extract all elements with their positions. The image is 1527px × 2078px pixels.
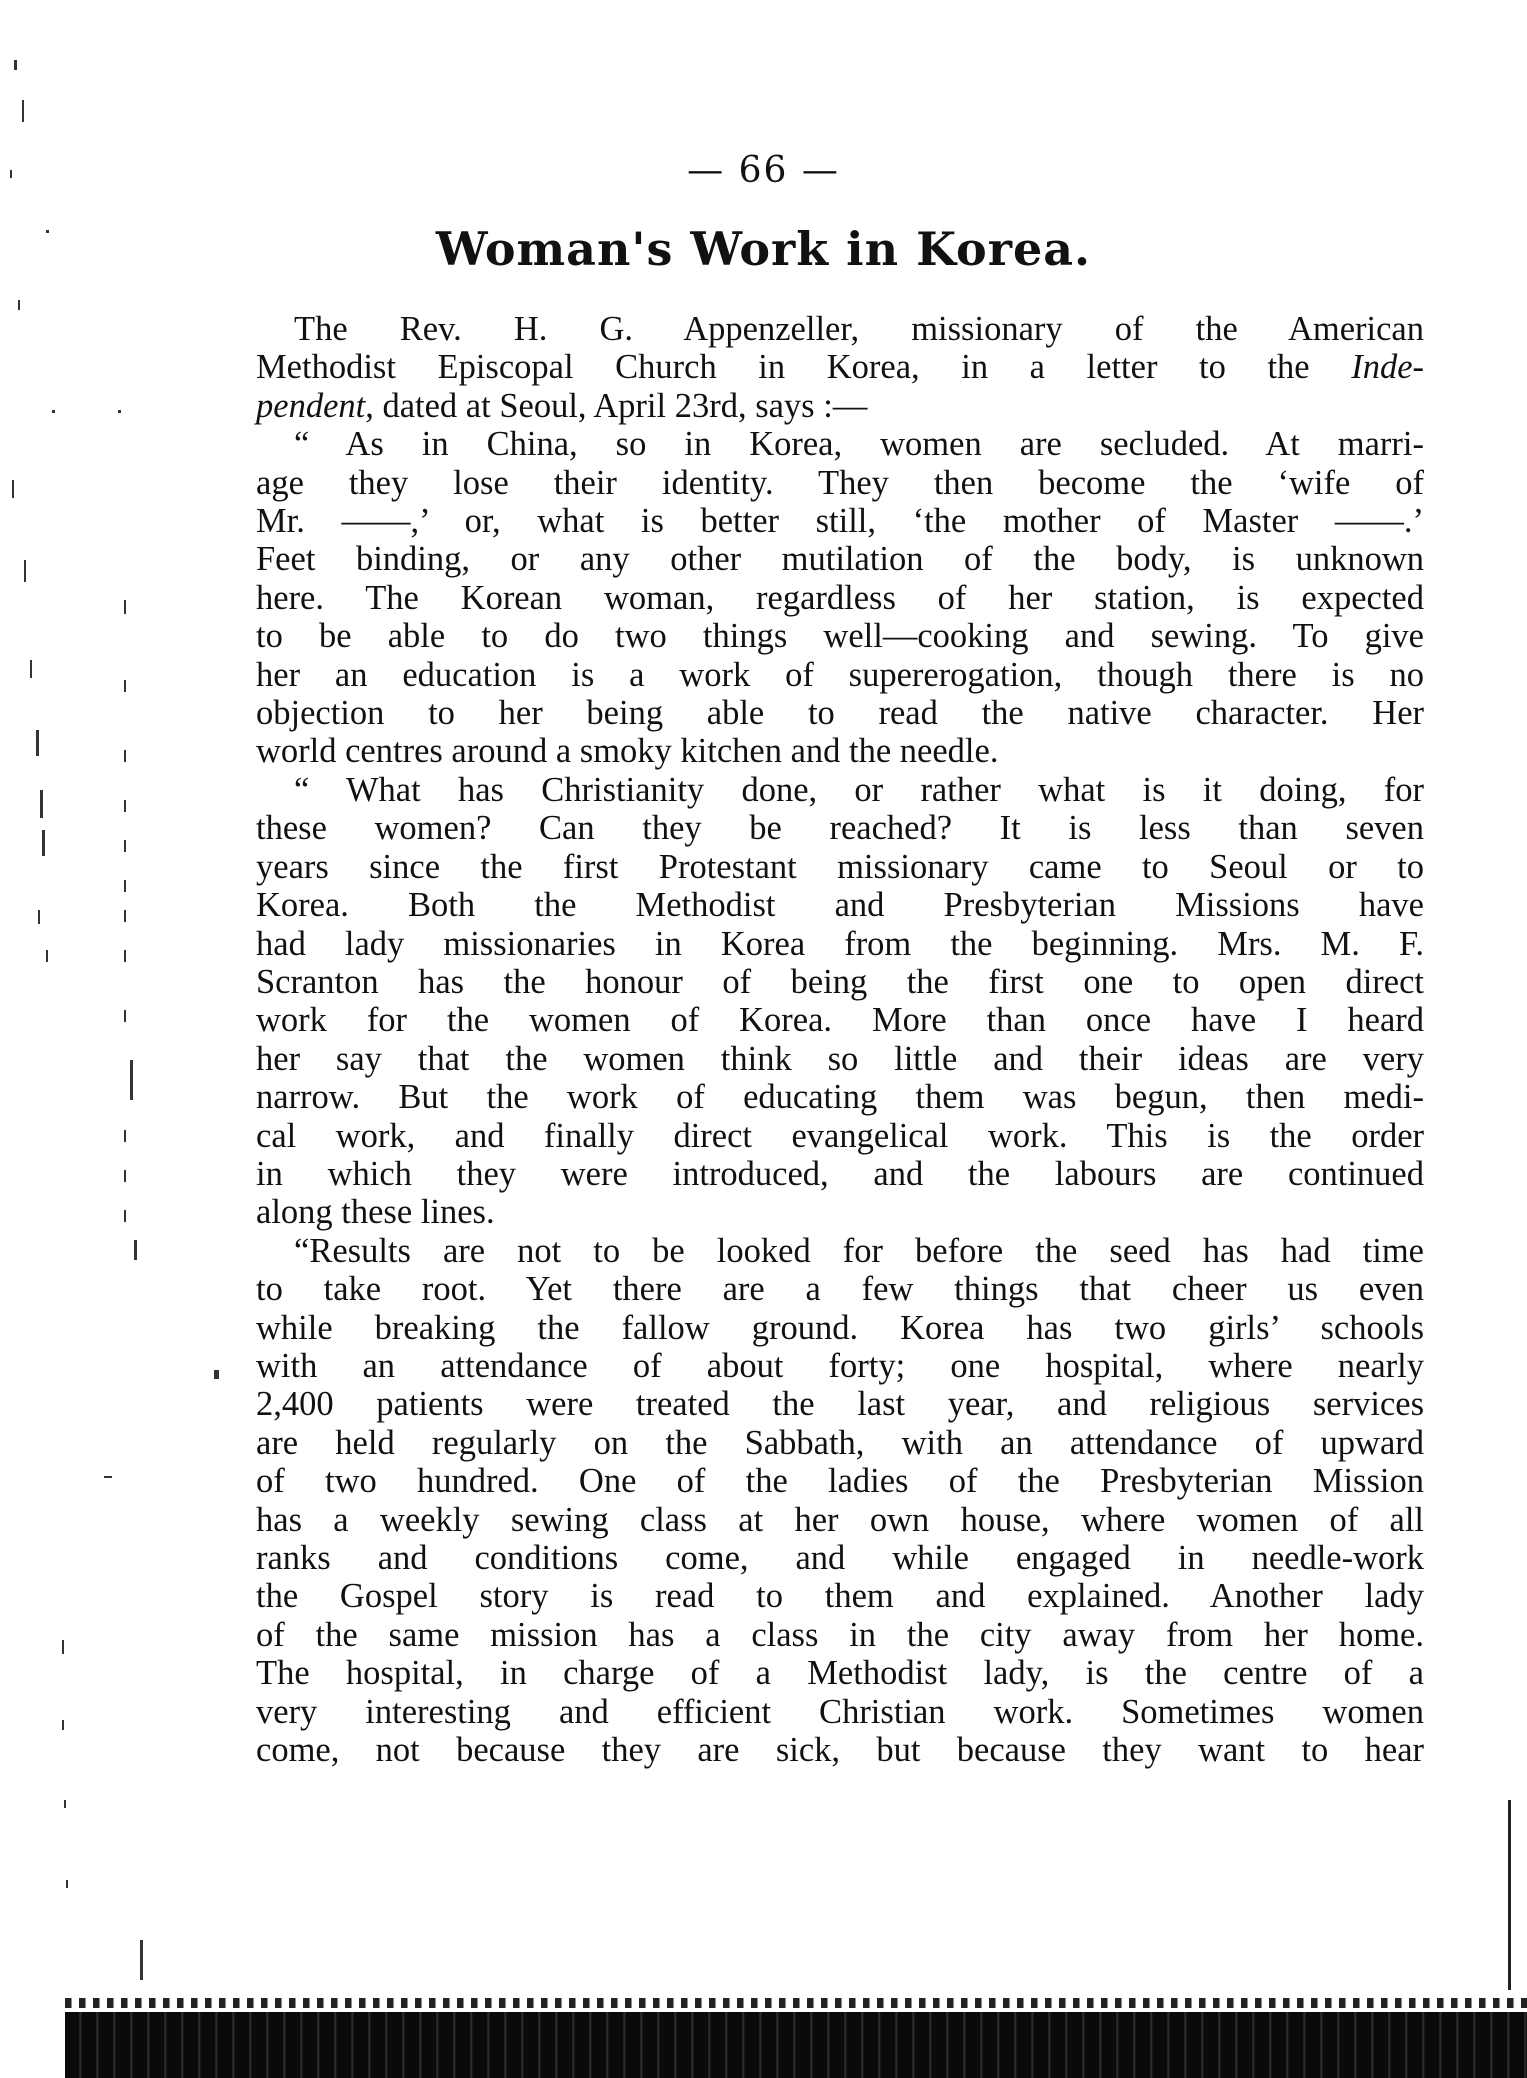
text-line: these women? Can they be reached? It is less than seven [256, 809, 1424, 848]
text-line: Scranton has the honour of being the first one to open direct [256, 962, 1424, 1001]
text-line: world centres around a smoky kitchen and the needle. [256, 732, 999, 771]
text-line: “ As in China, so in Korea, women are secluded. At marri- [294, 425, 1424, 464]
scan-edge-rule [1508, 1800, 1511, 1990]
page-number: — 66 — [687, 150, 840, 191]
scan-bottom-edge [65, 1998, 1527, 2008]
text-line: had lady missionaries in Korea from the beginning. Mrs. M. F. [256, 924, 1424, 963]
text-line: the Gospel story is read to them and explained. Another lady [256, 1577, 1424, 1616]
text-line: The hospital, in charge of a Methodist lady, is the centre of a [256, 1654, 1424, 1693]
text-line: The Rev. H. G. Appenzeller, missionary of the American [294, 310, 1424, 348]
text-line: cal work, and finally direct evangelical work. This is the order [256, 1116, 1424, 1155]
text-line: very interesting and efficient Christian work. Sometimes women [256, 1692, 1424, 1731]
text-line: along these lines. [256, 1193, 495, 1232]
text-line: Korea. Both the Methodist and Presbyterian Missions have [256, 886, 1424, 925]
text-line: are held regularly on the Sabbath, with an attendance of upward [256, 1423, 1424, 1462]
text-line: of two hundred. One of the ladies of the Presbyterian Mission [256, 1462, 1424, 1501]
text-line: of the same mission has a class in the city away from her home. [256, 1615, 1424, 1654]
scan-margin-artifacts [0, 0, 180, 1950]
text-line: pendent, dated at Seoul, April 23rd, says :— [256, 386, 868, 425]
text-line: Mr. ——,’ or, what is better still, ‘the mother of Master ——.’ [256, 502, 1424, 541]
text-line: her an education is a work of supererogation, though there is no [256, 655, 1424, 694]
text-line: here. The Korean woman, regardless of her station, is expected [256, 578, 1424, 617]
text-line: has a weekly sewing class at her own house, where women of all [256, 1500, 1424, 1539]
text-line: ranks and conditions come, and while engaged in needle-work [256, 1539, 1424, 1577]
text-line: “ What has Christianity done, or rather what is it doing, for [294, 770, 1424, 809]
scan-bottom-band [65, 2012, 1527, 2078]
text-line: in which they were introduced, and the labours are continued [256, 1154, 1424, 1193]
text-line: to be able to do two things well—cooking and sewing. To give [256, 617, 1424, 656]
text-line: to take root. Yet there are a few things that cheer us even [256, 1270, 1424, 1309]
page-title: Woman's Work in Korea. [435, 222, 1092, 276]
text-line: Feet binding, or any other mutilation of the body, is unknown [256, 540, 1424, 579]
text-line: 2,400 patients were treated the last year, and religious services [256, 1385, 1424, 1424]
text-line: with an attendance of about forty; one hospital, where nearly [256, 1346, 1424, 1385]
text-line: objection to her being able to read the native character. Her [256, 694, 1424, 733]
text-line: “Results are not to be looked for before the seed has had time [294, 1231, 1424, 1270]
text-line: while breaking the fallow ground. Korea has two girls’ schools [256, 1308, 1424, 1347]
text-line: years since the first Protestant missionary came to Seoul or to [256, 847, 1424, 886]
text-line: work for the women of Korea. More than once have I heard [256, 1001, 1424, 1040]
text-line: Methodist Episcopal Church in Korea, in a letter to the Inde- [256, 348, 1424, 387]
text-line: narrow. But the work of educating them was begun, then medi- [256, 1078, 1424, 1117]
article-body [256, 310, 1424, 1769]
text-line: her say that the women think so little and their ideas are very [256, 1039, 1424, 1078]
text-line: come, not because they are sick, but because they want to hear [256, 1731, 1424, 1770]
text-line: age they lose their identity. They then become the ‘wife of [256, 463, 1424, 502]
